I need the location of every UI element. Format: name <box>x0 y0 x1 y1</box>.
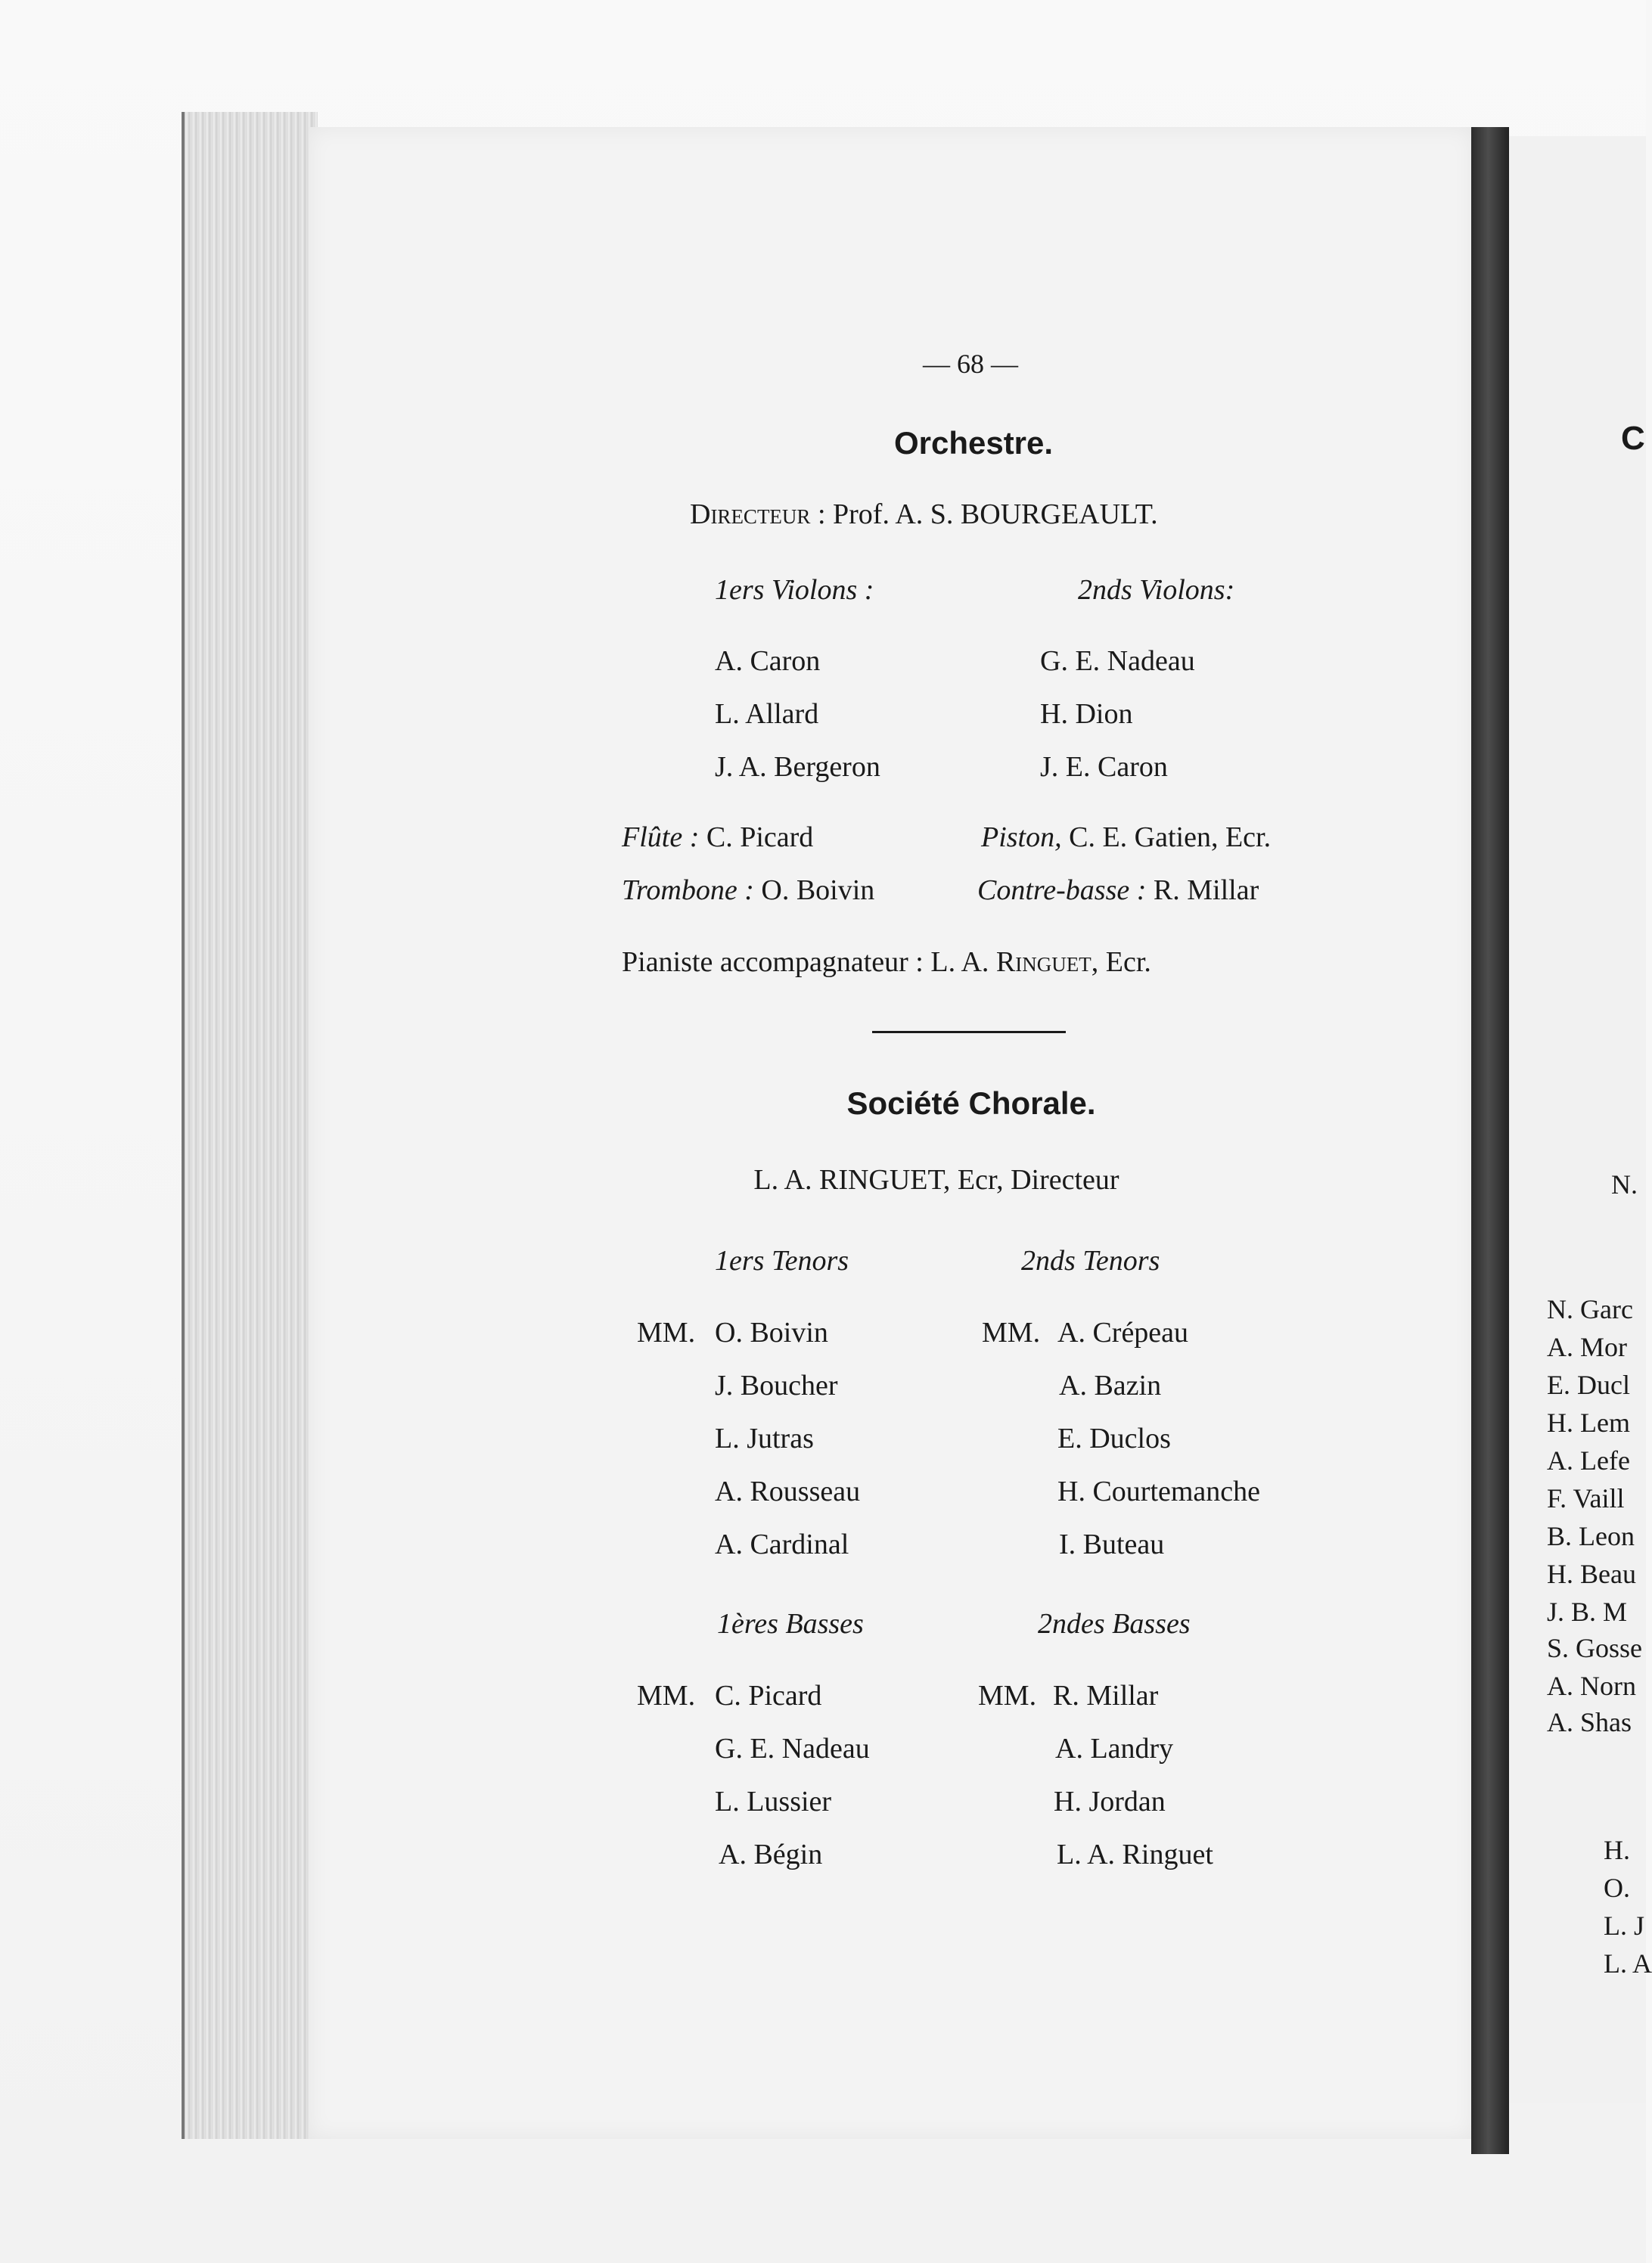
pianiste-label: Pianiste accompagnateur : L. A. <box>622 946 989 978</box>
contrebasse-line <box>977 874 1259 907</box>
mm-label: MM. <box>982 1317 1041 1349</box>
adjacent-list-item: L. A <box>1604 1948 1652 1979</box>
tenors1-member: O. Boivin <box>715 1317 828 1349</box>
pianiste-suffix: , Ecr. <box>1091 946 1151 978</box>
violons1-member: J. A. Bergeron <box>715 751 880 783</box>
page-edges <box>182 112 318 2139</box>
basses2-member: L. A. Ringuet <box>1057 1839 1213 1870</box>
adjacent-list-item: B. Leon <box>1547 1521 1635 1551</box>
mm-label: MM. <box>637 1317 696 1349</box>
flute-name: C. Picard <box>706 821 814 853</box>
director-name: Prof. A. S. BOURGEAULT. <box>833 498 1158 530</box>
director-separator: : <box>810 498 833 530</box>
page-number: — 68 — <box>923 349 1018 379</box>
adjacent-list-item: H. <box>1604 1835 1630 1865</box>
section-divider <box>872 1031 1066 1033</box>
adjacent-list-item: S. Gosse <box>1547 1633 1643 1663</box>
basses1-member: C. Picard <box>715 1680 822 1712</box>
piston-line <box>981 821 1271 854</box>
pianiste-line <box>622 945 1151 979</box>
tenors1-header: 1ers Tenors <box>715 1245 849 1277</box>
mm-label: MM. <box>978 1680 1037 1712</box>
flute-label: Flûte : <box>622 821 700 853</box>
adjacent-list-item: H. Lem <box>1547 1408 1630 1438</box>
violons2-member: H. Dion <box>1040 698 1133 730</box>
basses2-member: R. Millar <box>1053 1680 1159 1712</box>
mm-label: MM. <box>637 1680 696 1712</box>
basses1-member: L. Lussier <box>715 1786 832 1818</box>
section-title-chorale: Société Chorale. <box>846 1085 1096 1121</box>
book-page <box>309 127 1473 2139</box>
violons2-member: J. E. Caron <box>1040 751 1168 783</box>
adjacent-list-item: A. Shas <box>1547 1707 1632 1737</box>
orchestre-director-line <box>690 498 1158 531</box>
adjacent-list-item: L. J <box>1604 1911 1644 1941</box>
basses2-member: A. Landry <box>1055 1733 1174 1765</box>
trombone-line <box>622 874 874 907</box>
tenors1-member: A. Cardinal <box>715 1529 849 1560</box>
adjacent-page <box>1509 136 1652 2103</box>
violons2-header: 2nds Violons: <box>1078 574 1235 606</box>
adjacent-list-item: E. Ducl <box>1547 1370 1630 1400</box>
tenors2-header: 2nds Tenors <box>1021 1245 1160 1277</box>
tenors1-member: A. Rousseau <box>715 1476 861 1507</box>
tenors2-member: H. Courtemanche <box>1057 1476 1261 1507</box>
director-label: Directeur <box>690 498 811 530</box>
adjacent-list-item: A. Norn <box>1547 1671 1636 1701</box>
adjacent-heading: C <box>1621 420 1645 457</box>
tenors1-member: L. Jutras <box>715 1423 814 1454</box>
piston-name: C. E. Gatien, Ecr. <box>1069 821 1272 853</box>
adjacent-line: N. <box>1611 1169 1638 1200</box>
contrebasse-name: R. Millar <box>1153 874 1259 906</box>
section-title-orchestre: Orchestre. <box>893 425 1054 461</box>
adjacent-list-item: J. B. M <box>1547 1597 1628 1627</box>
violons2-member: G. E. Nadeau <box>1040 645 1195 677</box>
violons1-member: A. Caron <box>715 645 821 677</box>
chorale-director: L. A. RINGUET, Ecr, Directeur <box>753 1164 1119 1196</box>
violons1-header: 1ers Violons : <box>715 574 874 606</box>
violons1-member: L. Allard <box>715 698 819 730</box>
adjacent-list-item: N. Garc <box>1547 1294 1633 1324</box>
adjacent-list-item: O. <box>1604 1873 1630 1903</box>
pianiste-name: Ringuet <box>995 946 1092 978</box>
basses2-header: 2ndes Basses <box>1038 1608 1191 1640</box>
contrebasse-label: Contre-basse : <box>977 874 1147 906</box>
basses1-header: 1ères Basses <box>717 1608 864 1640</box>
piston-label: Piston, <box>981 821 1062 853</box>
flute-line <box>622 821 813 854</box>
basses2-member: H. Jordan <box>1054 1786 1166 1818</box>
tenors1-member: J. Boucher <box>715 1370 838 1402</box>
tenors2-member: E. Duclos <box>1057 1423 1171 1454</box>
adjacent-list-item: H. Beau <box>1547 1559 1636 1589</box>
tenors2-member: I. Buteau <box>1059 1529 1165 1560</box>
book-gutter <box>1471 127 1509 2154</box>
adjacent-list-item: F. Vaill <box>1547 1483 1625 1513</box>
basses1-member: A. Bégin <box>719 1839 823 1870</box>
tenors2-member: A. Bazin <box>1059 1370 1162 1402</box>
adjacent-list-item: A. Mor <box>1547 1332 1627 1362</box>
tenors2-member: A. Crépeau <box>1057 1317 1189 1349</box>
trombone-name: O. Boivin <box>761 874 875 906</box>
basses1-member: G. E. Nadeau <box>715 1733 870 1765</box>
adjacent-list-item: A. Lefe <box>1547 1445 1630 1476</box>
trombone-label: Trombone : <box>622 874 754 906</box>
